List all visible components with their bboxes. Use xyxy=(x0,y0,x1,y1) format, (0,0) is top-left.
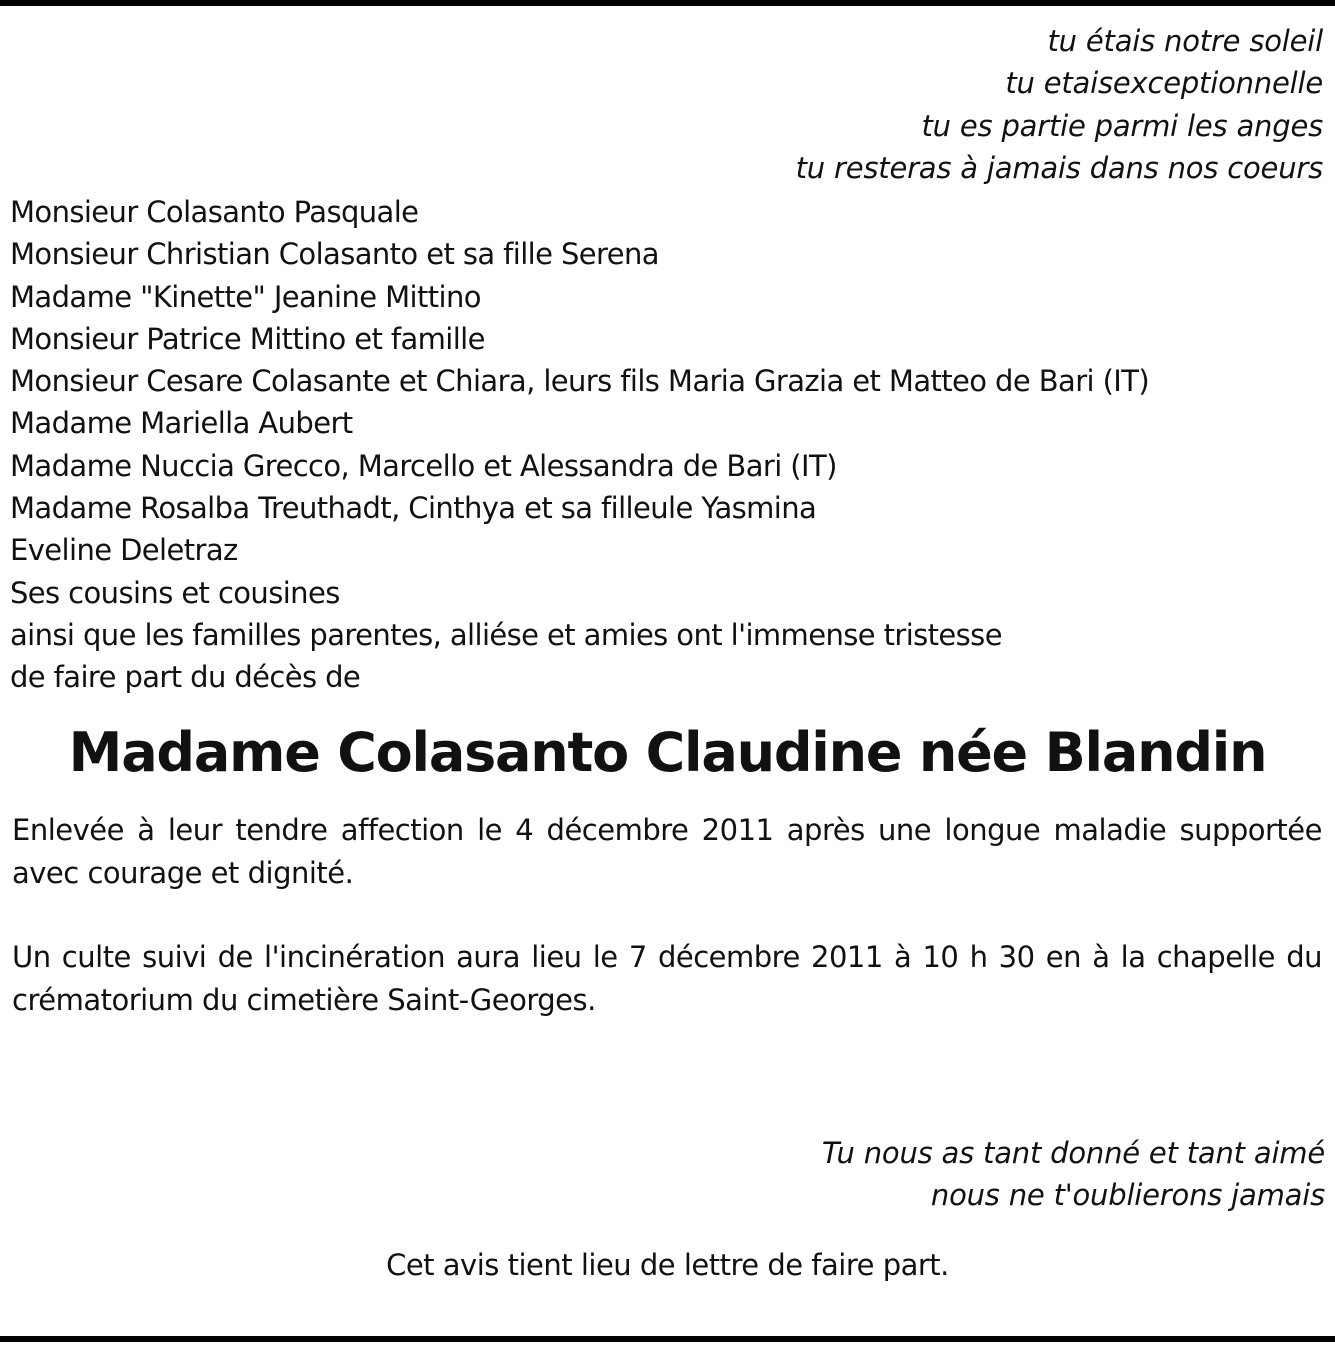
family-line: Monsieur Christian Colasanto et sa fille Serena xyxy=(10,237,659,272)
poem-line: tu es partie parmi les anges xyxy=(921,108,1323,143)
poem-line: nous ne t'oublierons jamais xyxy=(930,1178,1325,1213)
opening-poem xyxy=(796,20,1323,189)
family-line: Monsieur Patrice Mittino et famille xyxy=(10,321,485,356)
deceased-name-heading: Madame Colasanto Claudine née Blandin xyxy=(68,721,1267,784)
poem-line: Tu nous as tant donné et tant aimé xyxy=(821,1136,1325,1170)
notice-text: Cet avis tient lieu de lettre de faire part. xyxy=(386,1248,949,1282)
poem-line: tu etaisexceptionnelle xyxy=(1005,66,1323,101)
family-line: Monsieur Colasanto Pasquale xyxy=(10,195,419,229)
ceremony-paragraph: Un culte suivi de l'incinération aura lieu le 7 décembre 2011 à 10 h 30 en à la chapelle du crématorium du cimetière Saint-Georges. xyxy=(12,940,1322,1017)
top-rule xyxy=(0,0,1335,6)
poem-line: tu étais notre soleil xyxy=(1047,24,1323,58)
bottom-rule xyxy=(0,1336,1335,1342)
family-line: Madame Rosalba Treuthadt, Cinthya et sa filleule Yasmina xyxy=(10,491,817,526)
family-line: Madame Nuccia Grecco, Marcello et Alessandra de Bari (IT) xyxy=(10,448,837,483)
family-line: de faire part du décès de xyxy=(10,660,361,695)
family-line: Monsieur Cesare Colasante et Chiara, leurs fils Maria Grazia et Matteo de Bari (IT) xyxy=(10,364,1150,399)
family-line: Madame Mariella Aubert xyxy=(10,406,353,441)
family-list xyxy=(10,191,1149,699)
poem-line: tu resteras à jamais dans nos coeurs xyxy=(795,150,1323,185)
family-line: Ses cousins et cousines xyxy=(10,575,340,610)
family-line: Eveline Deletraz xyxy=(10,533,238,568)
family-line: Madame "Kinette" Jeanine Mittino xyxy=(10,279,481,314)
obituary-paragraph: Enlevée à leur tendre affection le 4 décembre 2011 après une longue maladie supportée avec courage et dignité. xyxy=(12,813,1322,890)
closing-poem xyxy=(822,1132,1325,1217)
family-line: ainsi que les familles parentes, alliése et amies ont l'immense tristesse xyxy=(10,617,1002,652)
